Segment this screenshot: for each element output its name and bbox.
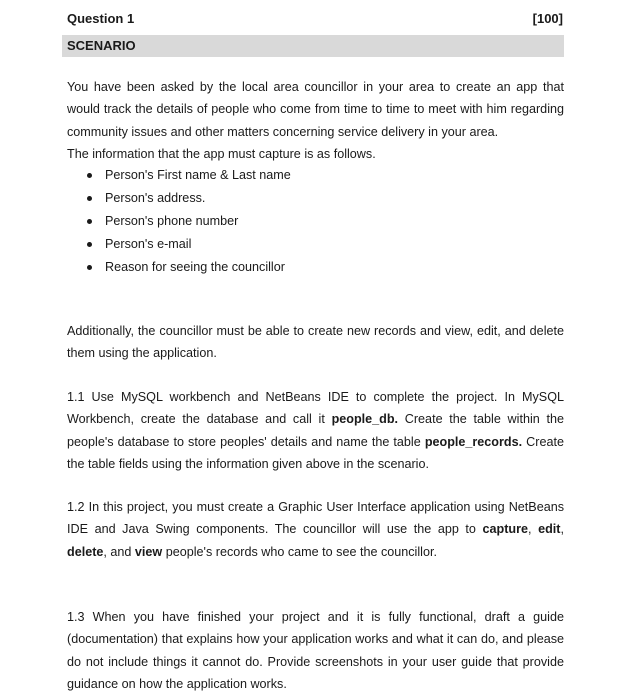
keyword-view: view [134, 544, 163, 559]
scenario-heading-bar [62, 35, 564, 57]
list-item-text: Reason for seeing the councillor [105, 260, 285, 274]
separator: , and [103, 544, 135, 559]
intro-lead: The information that the app must capture is as follows. [67, 146, 376, 161]
list-item [67, 187, 564, 210]
bullet-icon [87, 219, 92, 224]
intro-text: You have been asked by the local area councillor in your area to create an app that would track the details of people who come from time to time to meet with him regarding community issues and other matters concerning service delivery in your area. [67, 80, 564, 139]
task-1-2-text-a: 1.2 In this project, you must create a Graphic User Interface application using NetBeans IDE and Java Swing components. The councillor will use the app to [67, 500, 564, 537]
bullet-icon [87, 196, 92, 201]
capture-list [67, 164, 564, 279]
task-1-3-paragraph: 1.3 When you have finished your project and it is fully functional, draft a guide (documentation) that explains how your application works and what it can do, and please do not include things it cannot do. Provide screenshots in your user guide that provide guidance on how the application works. [67, 610, 564, 691]
intro-paragraph [67, 76, 564, 165]
keyword-delete: delete [67, 544, 104, 559]
list-item [67, 164, 564, 187]
list-item-text: Person's e-mail [105, 237, 192, 251]
keyword-capture: capture [482, 522, 529, 537]
task-1-1-text-b: Create the table within the people's database to store peoples' details and name the table [67, 412, 564, 449]
bullet-icon [87, 173, 92, 178]
scenario-heading: SCENARIO [67, 38, 136, 53]
list-item [67, 256, 564, 279]
task-1-1-paragraph [67, 386, 564, 475]
additional-paragraph: Additionally, the councillor must be able to create new records and view, edit, and delete them using the application. [67, 324, 564, 361]
question-marks: [100] [532, 11, 563, 26]
list-item-text: Person's address. [105, 191, 206, 205]
task-1-1-text-c: Create the table fields using the information given above in the scenario. [67, 434, 564, 471]
list-item [67, 233, 564, 256]
database-name: people_db. [331, 412, 399, 427]
bullet-icon [87, 265, 92, 270]
separator: , [528, 522, 539, 537]
task-1-2-text-b: people's records who came to see the councillor. [162, 544, 437, 559]
task-1-2-paragraph [67, 496, 564, 563]
task-1-1-text-a: 1.1 Use MySQL workbench and NetBeans IDE to complete the project. In MySQL Workbench, create the database and call it [67, 390, 564, 427]
bullet-icon [87, 242, 92, 247]
keyword-edit: edit [538, 522, 561, 537]
list-item-text: Person's First name & Last name [105, 168, 291, 182]
question-title: Question 1 [67, 11, 135, 26]
table-name: people_records. [424, 434, 523, 449]
separator: , [560, 522, 564, 537]
list-item-text: Person's phone number [105, 214, 239, 228]
list-item [67, 210, 564, 233]
